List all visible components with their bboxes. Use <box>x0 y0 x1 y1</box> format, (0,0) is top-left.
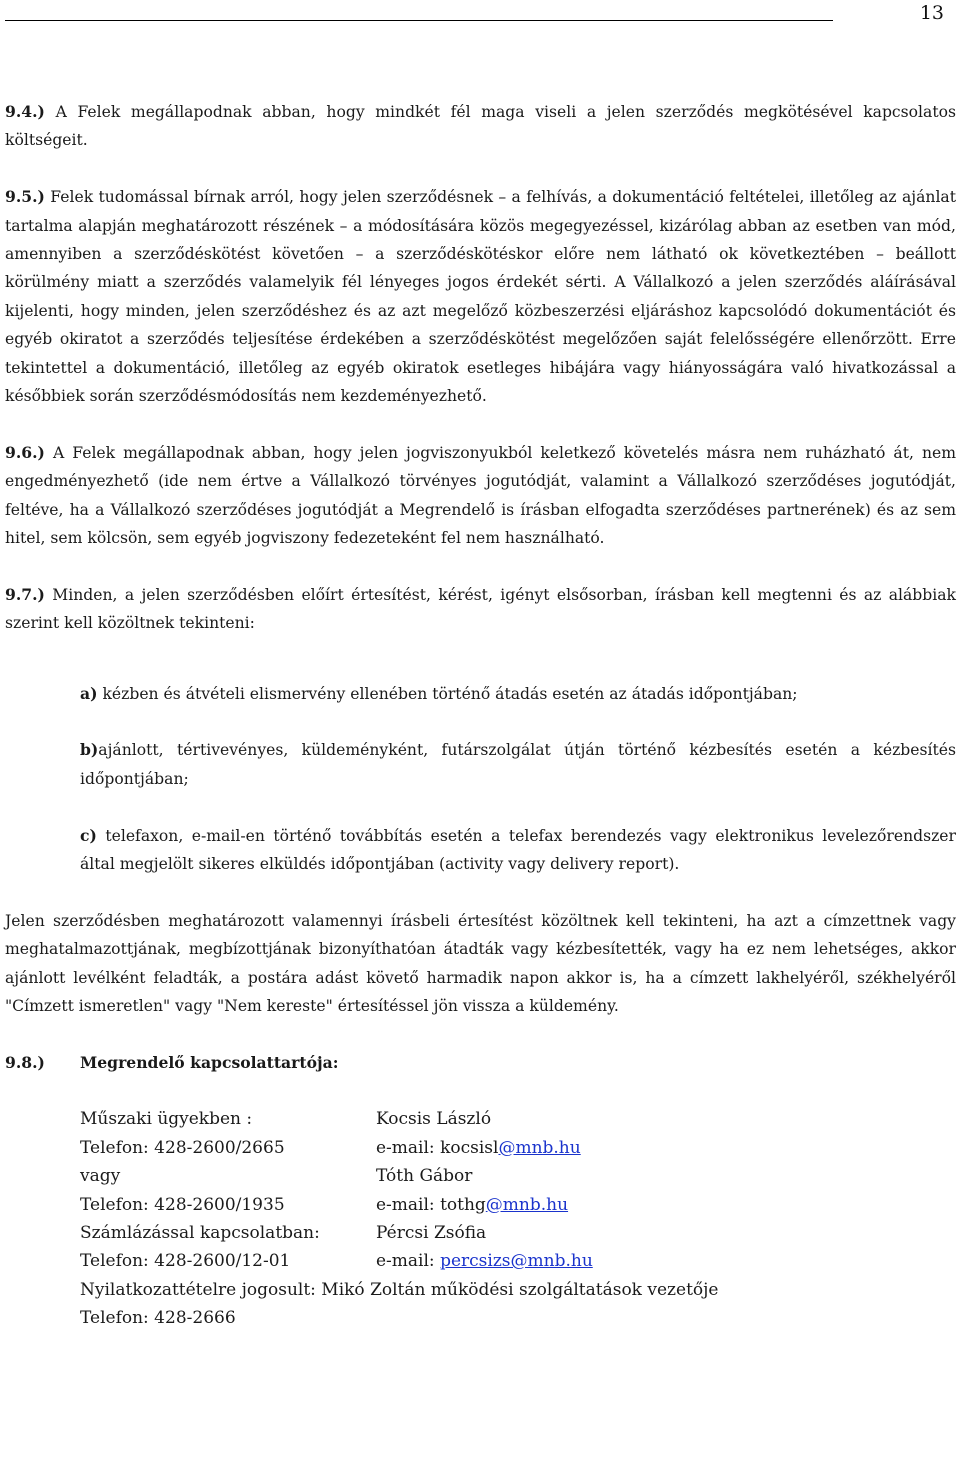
list-item-b <box>80 736 956 793</box>
contact-row <box>80 1134 956 1162</box>
header-rule <box>5 20 833 21</box>
contact-row <box>80 1191 956 1219</box>
email-link[interactable]: @mnb.hu <box>498 1137 581 1158</box>
section-text: Felek tudomással bírnak arról, hogy jelen szerződésnek – a felhívás, a dokumentáció feltételei, illetőleg az ajánlat tartalma alapján meghatározott részének – a módosítására közös megegyezéssel, kizárólag abban az esetben van mód, amennyiben a szerződéskötést követően – a szerződéskötéskor előre nem látható ok következtében – beállott körülmény miatt a szerződés valamelyik fél lényeges jogos érdekét sérti. A Vállalkozó a jelen szerződés aláírásával kijelenti, hogy minden, jelen szerződéshez és az azt megelőző közbeszerzési eljáráshoz kapcsolódó dokumentációt és egyéb okiratot a szerződés teljesítése érdekében a szerződéskötést megelőzően saját felelősségére ellenőrzött. Erre tekintettel a dokumentáció, illetőleg az egyéb okiratok esetleges hibájára vagy hiányosságára való hivatkozással a későbbiek során szerződésmódosítás nem kezdeményezhető. <box>5 188 956 406</box>
list-item-label: b) <box>80 740 99 760</box>
section-text: A Felek megállapodnak abban, hogy jelen jogviszonyukból keletkező követelés másra nem ruházható át, nem engedményezhető (ide nem értve a Vállalkozó törvényes jogutódját, valamint a Vállalkozó szerződéses jogutódját, feltéve, ha a Vállalkozó szerződéses jogutódját a Megrendelő is írásban elfogadta szerződéses partnerének) és az sem hitel, sem kölcsön, sem egyéb jogviszony fedezeteként fel nem használható. <box>5 443 956 548</box>
contact-name: Pércsi Zsófia <box>376 1222 487 1243</box>
page-number: 13 <box>919 2 944 24</box>
section-number: 9.5.) <box>5 187 45 207</box>
contact-name: Tóth Gábor <box>376 1166 473 1187</box>
list-item-label: c) <box>80 825 97 845</box>
list-item-label: a) <box>80 683 98 703</box>
authorized-signatory: Nyilatkozattételre jogosult: Mikó Zoltán működési szolgáltatások vezetője <box>80 1279 719 1300</box>
contact-phone: Telefon: 428-2600/1935 <box>80 1194 285 1215</box>
section-number: 9.8.) <box>5 1052 45 1072</box>
list-item-text: telefaxon, e-mail-en történő továbbítás esetén a telefax berendezés vagy elektronikus levelezőrendszer által megjelölt sikeres elküldés időpontjában (activity vagy delivery report). <box>80 826 956 874</box>
contact-phone: Telefon: 428-2600/12-01 <box>80 1251 291 1272</box>
contact-row <box>80 1105 956 1133</box>
contact-label: Műszaki ügyekben : <box>80 1109 253 1130</box>
section-9-5 <box>5 183 956 410</box>
section-9-7 <box>5 581 956 638</box>
email-prefix: e-mail: tothg <box>376 1194 486 1215</box>
list-item-text: ajánlott, tértivevényes, küldeményként, futárszolgálat útján történő kézbesítés esetén a kézbesítés időpontjában; <box>80 741 956 788</box>
notification-methods-list <box>5 680 956 879</box>
contact-row <box>80 1162 956 1190</box>
list-item-c <box>80 822 956 879</box>
email-link[interactable]: @mnb.hu <box>485 1194 569 1215</box>
list-item-a <box>80 680 956 708</box>
section-number: 9.7.) <box>5 584 45 604</box>
contacts-block <box>5 1105 956 1332</box>
contact-row <box>80 1219 956 1247</box>
document-body <box>5 98 956 1333</box>
contact-row <box>80 1247 956 1275</box>
section-9-6 <box>5 439 956 553</box>
contact-name: Kocsis László <box>376 1109 492 1130</box>
signatory-phone: Telefon: 428-2666 <box>80 1308 236 1329</box>
contacts-title: Megrendelő kapcsolattartója: <box>80 1052 339 1072</box>
section-number: 9.4.) <box>5 102 45 121</box>
contact-label: vagy <box>80 1166 121 1187</box>
email-prefix: e-mail: kocsisl <box>376 1137 499 1158</box>
contact-email <box>376 1247 593 1275</box>
contact-phone: Telefon: 428-2600/2665 <box>80 1137 285 1158</box>
email-link[interactable]: percsizs@mnb.hu <box>440 1251 593 1272</box>
closing-paragraph: Jelen szerződésben meghatározott valamennyi írásbeli értesítést közöltnek kell tekinteni, ha azt a címzettnek vagy meghatalmazottjának, megbízottjának bizonyíthatóan átadták vagy kézbesítették, vagy ha ez nem lehetséges, akkor ajánlott levélként feladták, a postára adást követő harmadik napon akkor is, ha a címzett lakhelyéről, székhelyéről "Címzett ismeretlen" vagy "Nem kereste" értesítéssel jön vissza a küldemény. <box>5 911 956 1016</box>
contact-email <box>376 1134 581 1162</box>
contacts-heading <box>5 1049 956 1077</box>
section-text: Minden, a jelen szerződésben előírt értesítést, kérést, igényt elsősorban, írásban kell megtenni és az alábbiak szerint kell közöltnek tekinteni: <box>5 585 956 633</box>
contact-label: Számlázással kapcsolatban: <box>80 1222 320 1243</box>
section-number: 9.6.) <box>5 442 45 462</box>
contact-email <box>376 1191 568 1219</box>
email-prefix: e-mail: <box>376 1251 441 1272</box>
section-9-4 <box>5 98 956 155</box>
list-item-text: kézben és átvételi elismervény ellenében történő átadás esetén az átadás időpontjában; <box>97 684 798 703</box>
section-text: A Felek megállapodnak abban, hogy mindkét fél maga viseli a jelen szerződés megkötésével kapcsolatos költségeit. <box>5 103 956 150</box>
